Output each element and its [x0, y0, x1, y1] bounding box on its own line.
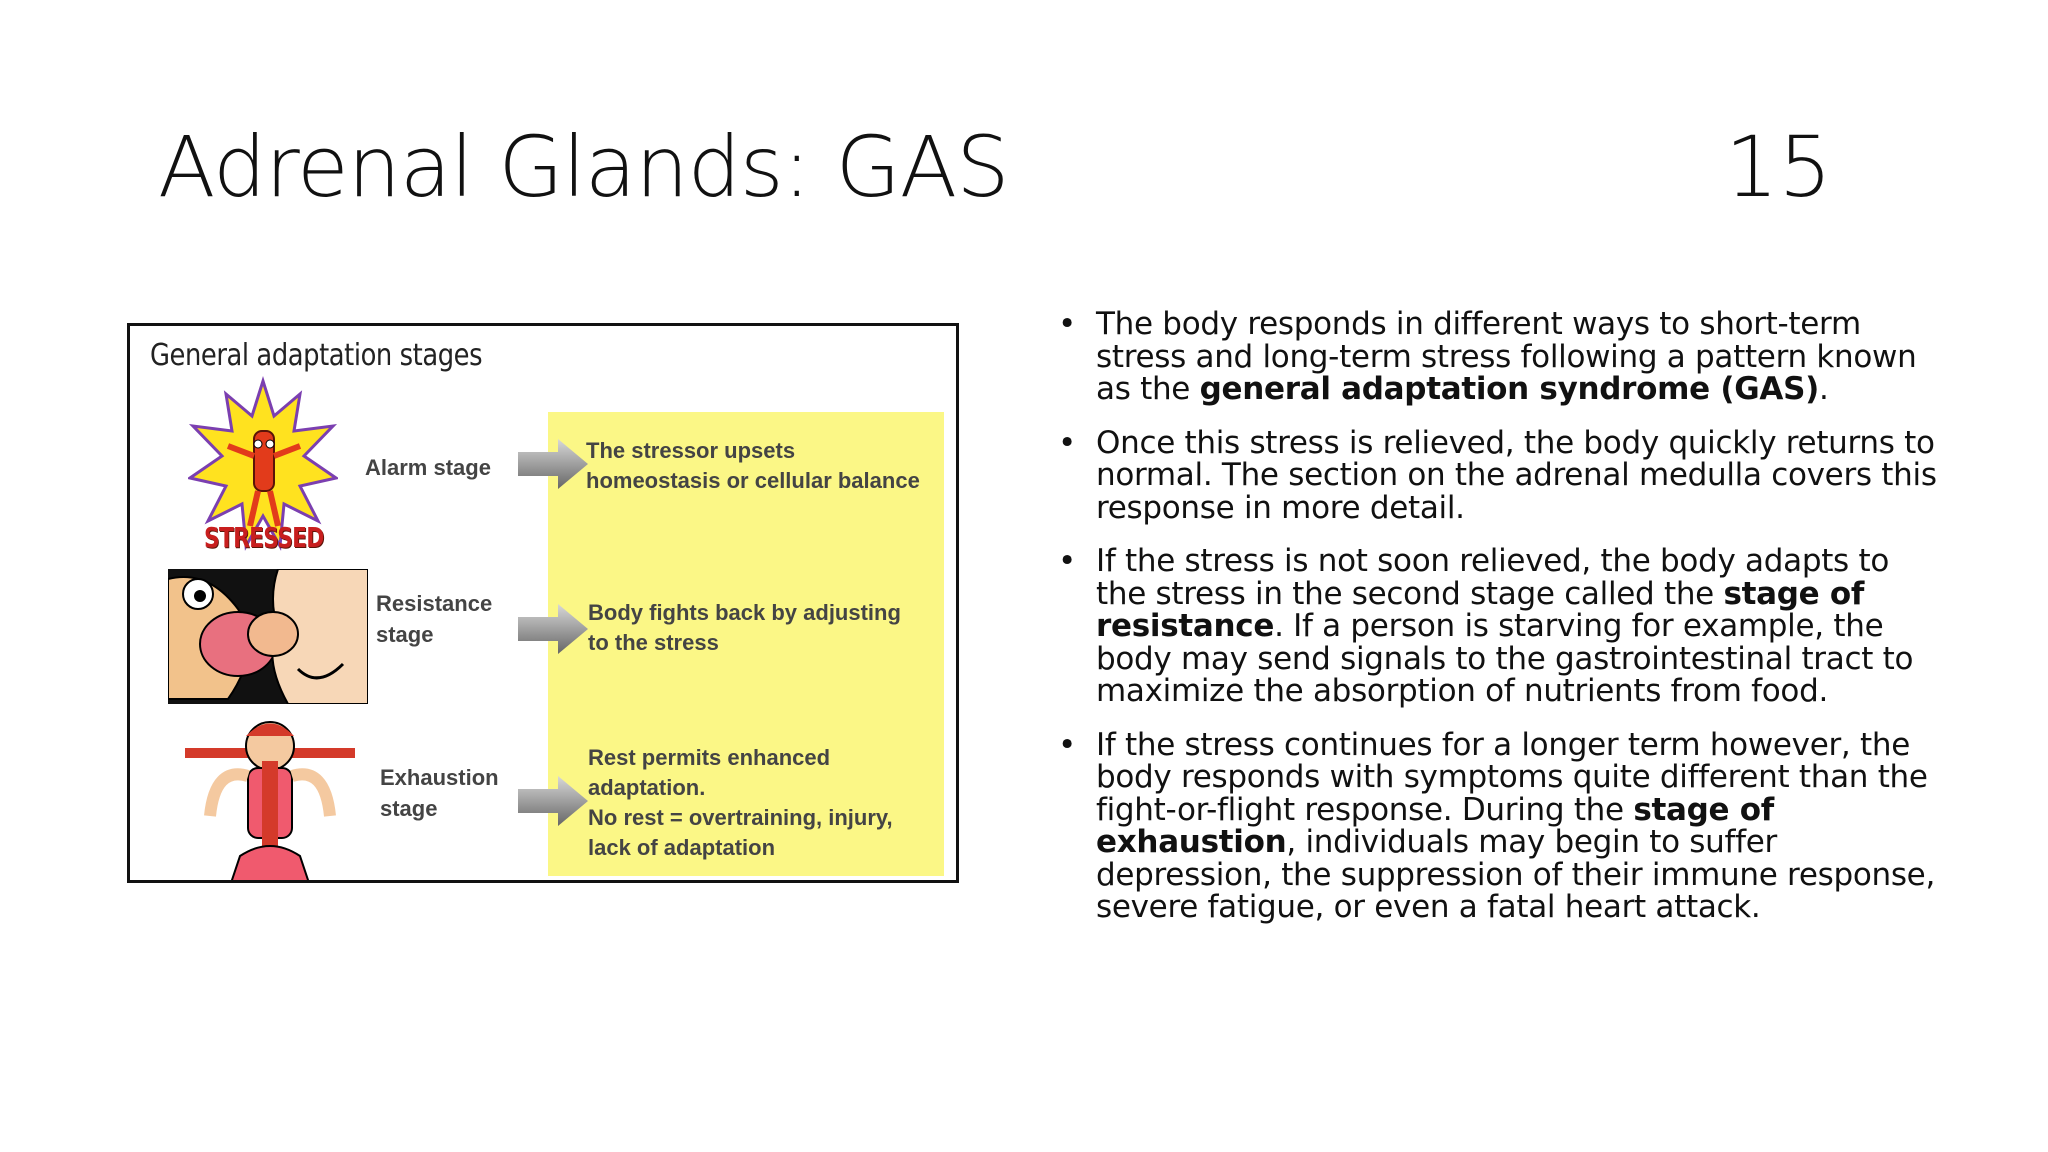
bullet-text: . — [1818, 371, 1829, 407]
figure-heading: General adaptation stages — [150, 338, 483, 373]
description-line: Body fights back by adjusting — [588, 600, 901, 625]
stage-label-resistance — [376, 588, 492, 650]
bullet-bold-text: stage of exhaustion — [1096, 791, 1774, 860]
stage-description-resistance — [588, 598, 901, 658]
bullet-item — [1058, 545, 1938, 708]
resistance-faces-icon — [168, 569, 368, 704]
bullet-item — [1058, 424, 1938, 526]
description-line: No rest = overtraining, injury, — [588, 805, 893, 830]
arrow-right-icon — [518, 604, 588, 654]
stage-description-exhaustion — [588, 743, 893, 863]
slide-title: Adrenal Glands: GAS — [158, 118, 1009, 216]
bullet-bold-text: stage of resistance — [1096, 575, 1865, 644]
description-line: lack of adaptation — [588, 835, 776, 860]
arrow-right-icon — [518, 776, 588, 826]
gas-stages-figure — [127, 323, 959, 883]
bullet-text: . If a person is starving for example, the body may send signals to the gastrointestinal tract to maximize the absorption of nutrients from food. — [1096, 608, 1914, 709]
bullet-text: The body responds in different ways to short-term stress and long-term stress following a pattern known as the — [1096, 306, 1917, 407]
bullet-text: , individuals may begin to suffer depression, the suppression of their immune response, severe fatigue, or even a fatal heart attack. — [1096, 824, 1936, 925]
stage-description-alarm — [586, 436, 920, 496]
bullet-list — [1058, 308, 1938, 945]
stage-label-line: Exhaustion — [380, 765, 499, 790]
stage-label-exhaustion — [380, 762, 499, 824]
stage-label-line: Alarm stage — [365, 455, 491, 480]
bullet-text: Once this stress is relieved, the body quickly returns to normal. The section on the adrenal medulla covers this response in more detail. — [1096, 424, 1937, 526]
description-line: Rest permits enhanced — [588, 745, 831, 770]
bullet-item — [1058, 726, 1938, 925]
stage-label-line: Resistance — [376, 591, 493, 616]
stage-label-alarm — [365, 452, 491, 483]
page-number: 15 — [1725, 118, 1832, 216]
description-line: homeostasis or cellular balance — [586, 468, 920, 493]
bullet-bold-text: general adaptation syndrome (GAS) — [1199, 371, 1819, 407]
bullet-item — [1058, 308, 1938, 406]
bullet-text: If the stress is not soon relieved, the body adapts to the stress in the second stage called the — [1096, 543, 1889, 612]
bullet-text: If the stress continues for a longer term however, the body responds with symptoms quite different than the fight-or-flight response. During the — [1096, 726, 1928, 828]
exhausted-lifter-icon — [170, 706, 370, 883]
description-line: to the stress — [588, 630, 719, 655]
description-line: adaptation. — [588, 775, 706, 800]
arrow-right-icon — [518, 439, 588, 489]
stage-label-line: stage — [380, 796, 438, 821]
stressed-badge: STRESSED — [204, 521, 324, 554]
stage-label-line: stage — [376, 622, 434, 647]
description-line: The stressor upsets — [586, 438, 796, 463]
